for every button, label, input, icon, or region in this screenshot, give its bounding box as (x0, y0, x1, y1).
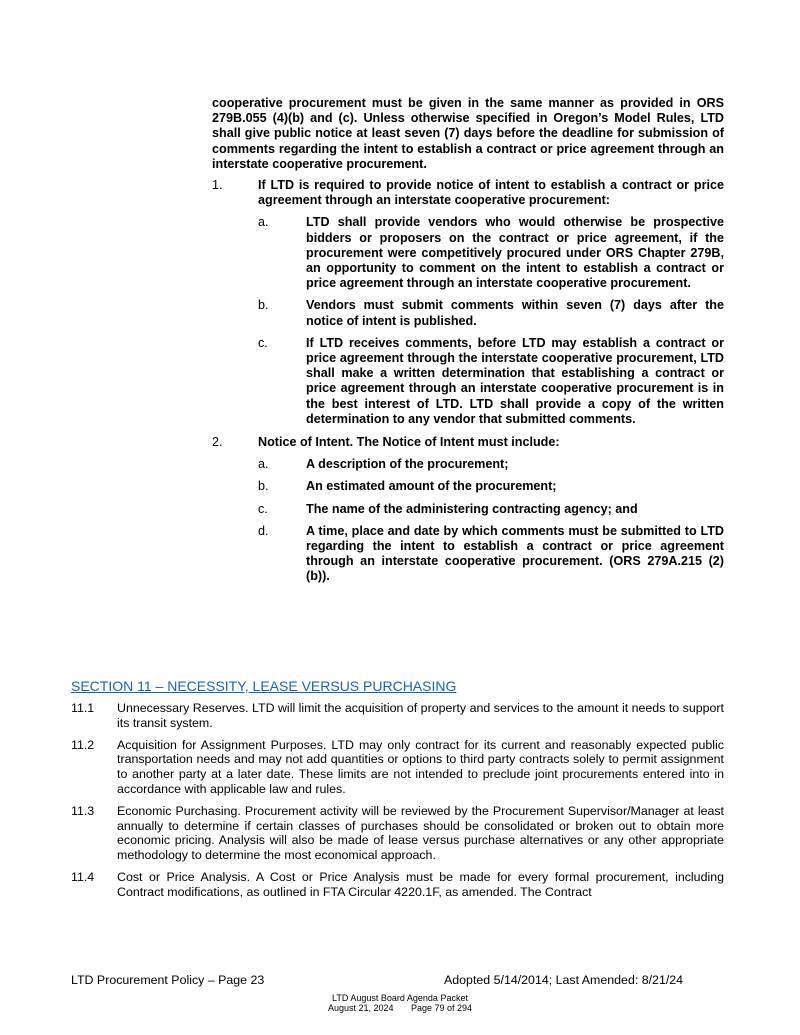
sub-item-text: A time, place and date by which comments must be submitted to LTD regarding the intent to establish a contract or price agreement through an interstate cooperative procurement. (ORS 279A.215 (2)(b)). (306, 523, 724, 584)
section-11-heading-link[interactable]: SECTION 11 – NECESSITY, LEASE VERSUS PURCHASING (71, 678, 457, 694)
section-text: Economic Purchasing. Procurement activity will be reviewed by the Procurement Supervisor/Manager at least annually to determine if certain classes of purchases should be consolidated or broken out to obtain more economic pricing. Analysis will also be made of lease versus purchase alternatives or any other appropriate methodology to determine the most economical approach. (117, 803, 724, 863)
section-number: 11.1 (71, 701, 95, 715)
section-text: Cost or Price Analysis. A Cost or Price Analysis must be made for every formal procurement, including Contract modifications, as outlined in FTA Circular 4220.1F, as amended. The Contract (117, 869, 724, 899)
packet-title: LTD August Board Agenda Packet (332, 993, 468, 1003)
sub-item-1b (258, 298, 724, 328)
section-number: 11.2 (71, 737, 95, 752)
sub-letter: b. (258, 298, 269, 313)
sub-letter: c. (258, 501, 268, 516)
cooperative-procurement-block (212, 96, 724, 585)
sub-item-text: The name of the administering contracting agency; and (306, 501, 638, 516)
section-11-list (71, 701, 724, 907)
sub-letter: d. (258, 523, 269, 538)
packet-page-info: August 21, 2024 Page 79 of 294 (327, 1003, 473, 1013)
sub-item-2d (258, 524, 724, 585)
list-item-text: Notice of Intent. The Notice of Intent must include: (258, 435, 560, 450)
intro-paragraph: cooperative procurement must be given in the same manner as provided in ORS 279B.055 (4)(b) and (c). Unless otherwise specified in Oregon’s Model Rules, LTD shall give public notice at least seven (7) days before the deadline for submission of comments regarding the intent to establish a contract or price agreement through an interstate cooperative procurement. (212, 96, 724, 171)
list-item-2 (212, 435, 724, 450)
sub-item-2c (258, 502, 724, 517)
section-item-11-2 (71, 738, 724, 797)
section-text: Unnecessary Reserves. LTD will limit the acquisition of property and services to the amount it needs to support its transit system. (117, 701, 724, 730)
sub-letter: c. (258, 335, 268, 350)
sub-item-text: An estimated amount of the procurement; (306, 479, 557, 494)
list-number: 2. (212, 435, 223, 450)
list-item-text: If LTD is required to provide notice of intent to establish a contract or price agreement through an interstate cooperative procurement: (258, 178, 724, 208)
section-number: 11.4 (71, 869, 95, 884)
footer-adopted-date: Adopted 5/14/2014; Last Amended: 8/21/24 (444, 973, 684, 987)
sub-letter: a. (258, 215, 269, 230)
section-number: 11.3 (71, 803, 95, 818)
list-number: 1. (212, 178, 223, 193)
list-item-1 (212, 178, 724, 208)
sub-item-1a (258, 215, 724, 291)
sub-letter: a. (258, 457, 269, 472)
sub-item-text: If LTD receives comments, before LTD may establish a contract or price agreement through the interstate cooperative procurement, LTD shall make a written determination that establishing a contract or price agreement through an interstate cooperative procurement is in the best interest of LTD. LTD shall provide a copy of the written determination to any vendor that submitted comments. (306, 335, 724, 426)
sub-item-2b (258, 479, 724, 494)
footer-page-label: LTD Procurement Policy – Page 23 (71, 973, 265, 987)
sub-item-1c (258, 336, 724, 427)
sub-item-text: Vendors must submit comments within seven (7) days after the notice of intent is published. (306, 298, 724, 328)
section-text: Acquisition for Assignment Purposes. LTD may only contract for its current and reasonably expected public transportation needs and may not add quantities or options to third party contracts solely to permit assignment to another party at a later date. These limits are not intended to preclude joint procurements entered into in accordance with applicable law and rules. (117, 737, 724, 796)
section-item-11-1 (71, 701, 724, 731)
sub-letter: b. (258, 479, 269, 494)
sub-item-text: LTD shall provide vendors who would otherwise be prospective bidders or proposers on the contract or price agreement, if the procurement were competitively procured under ORS Chapter 279B, an opportunity to comment on the intent to establish a contract or price agreement through an interstate cooperative procurement. (306, 215, 724, 291)
section-item-11-4 (71, 870, 724, 900)
sub-item-2a (258, 457, 724, 472)
sub-item-text: A description of the procurement; (306, 457, 509, 472)
section-item-11-3 (71, 804, 724, 863)
